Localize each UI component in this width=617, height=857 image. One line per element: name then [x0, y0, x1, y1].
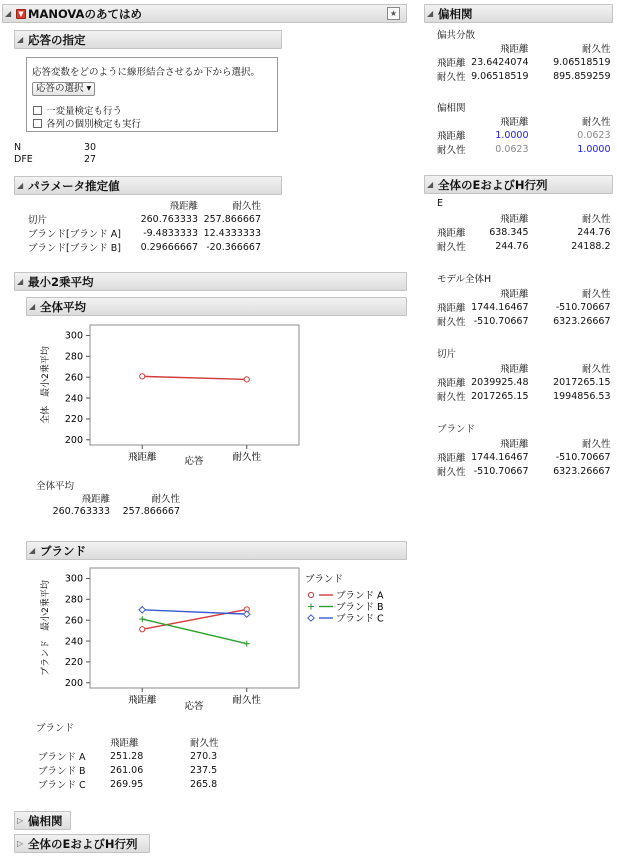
row-name: 耐久性 [437, 72, 466, 83]
overall-lsmeans-chart [30, 318, 310, 468]
value-cell: -9.4833333 [143, 227, 198, 239]
value-cell: 1744.16467 [471, 301, 529, 313]
brand-means-table [38, 735, 219, 791]
partial-corr-table [437, 114, 611, 156]
univariate-test-checkbox[interactable] [33, 103, 122, 117]
row-name: 耐久性 [437, 467, 466, 478]
data-point [140, 627, 145, 632]
overall-header[interactable] [26, 297, 407, 316]
row-name: 飛距離 [437, 303, 466, 314]
collapse-triangle-icon[interactable]: ◢ [29, 546, 36, 555]
term-cell: ブランド[ブランド A] [28, 229, 121, 240]
value-cell: 895.859259 [553, 70, 611, 82]
col-header: 耐久性 [582, 44, 611, 55]
term-cell: 切片 [28, 215, 48, 226]
x-tick-label: 飛距離 [127, 452, 157, 463]
checkbox-box[interactable] [33, 106, 42, 115]
y-tick-label: 300 [64, 330, 83, 342]
brand-header[interactable] [26, 541, 407, 560]
col-header: 飛距離 [169, 201, 198, 212]
expand-triangle-icon[interactable]: ▷ [17, 816, 24, 825]
value-cell: 24188.2 [571, 240, 611, 252]
param-estimates-table [28, 198, 261, 254]
checkbox-label: 一変量検定も行う [46, 106, 123, 117]
x-axis-label: 応答 [184, 701, 204, 711]
collapse-triangle-icon[interactable]: ◢ [427, 9, 434, 18]
value-cell: 261.06 [110, 764, 144, 776]
collapse-triangle-icon[interactable]: ◢ [5, 9, 12, 18]
lsmeans-title: 最小2乗平均 [28, 274, 94, 289]
y-tick-label: 200 [64, 678, 83, 690]
col-header: 耐久性 [582, 214, 611, 225]
y-tick-label: 200 [64, 435, 83, 447]
collapse-triangle-icon[interactable]: ◢ [427, 180, 434, 189]
expand-triangle-icon[interactable]: ▷ [17, 839, 24, 848]
value-cell: 270.3 [190, 750, 218, 762]
collapse-triangle-icon[interactable]: ◢ [29, 302, 36, 311]
row-name: 飛距離 [437, 453, 466, 464]
partial-corr-header[interactable] [424, 4, 613, 23]
legend-label: ブランド A [336, 590, 384, 602]
value-cell: 244.76 [577, 226, 611, 238]
stat-label: N [14, 141, 22, 153]
report-options-icon[interactable]: ★ [387, 7, 400, 20]
collapsed-title: 全体のEおよびH行列 [28, 836, 138, 851]
collapsed-title: 偏相関 [28, 813, 63, 828]
value-cell: 257.866667 [203, 213, 261, 225]
value-cell: 12.4333333 [203, 227, 261, 239]
stat-label: DFE [14, 154, 33, 166]
value-cell: 2017265.15 [471, 390, 529, 402]
value-cell: 1744.16467 [471, 451, 529, 463]
row-name: 耐久性 [437, 392, 466, 403]
partial-corr-title: 偏相関 [438, 6, 473, 21]
row-name: 耐久性 [437, 317, 466, 328]
manova-title: MANOVAのあてはめ [28, 6, 142, 21]
row-name: ブランド C [38, 780, 86, 791]
col-header: 飛距離 [500, 439, 529, 450]
value-cell: 260.763333 [140, 213, 198, 225]
y-tick-label: 240 [64, 636, 83, 648]
row-name: 飛距離 [437, 58, 466, 69]
checkbox-box[interactable] [33, 119, 42, 128]
plot-frame [90, 568, 299, 688]
col-header: 耐久性 [151, 494, 180, 505]
param-estimates-title: パラメータ推定値 [28, 178, 120, 193]
legend-label: ブランド B [336, 601, 384, 613]
value-cell: 237.5 [190, 764, 218, 776]
eh-block-title: 切片 [437, 349, 457, 360]
eh-block-table [437, 361, 611, 403]
value-cell: 265.8 [190, 778, 218, 790]
response-spec-header[interactable] [14, 30, 282, 49]
response-spec-title: 応答の指定 [28, 32, 86, 47]
stat-value: 27 [84, 154, 97, 166]
row-name: 飛距離 [437, 378, 466, 389]
x-axis-label: 応答 [184, 456, 204, 467]
col-header: 耐久性 [582, 364, 611, 375]
eh-block-title: E [437, 198, 444, 209]
y-tick-label: 220 [64, 414, 83, 426]
col-header: 飛距離 [500, 289, 529, 300]
y-tick-label: 280 [64, 351, 83, 363]
param-estimates-header[interactable] [14, 176, 282, 195]
col-header: 耐久性 [582, 439, 611, 450]
row-name: ブランド A [38, 752, 86, 763]
partial-cov-title: 偏共分散 [437, 30, 476, 41]
stat-value: 30 [84, 141, 97, 153]
value-cell: 244.76 [495, 240, 529, 252]
y-tick-label: 300 [64, 573, 83, 585]
eh-block-table [437, 286, 611, 328]
brand-lsmeans-chart [30, 561, 400, 711]
collapse-triangle-icon[interactable]: ◢ [17, 35, 24, 44]
value-cell: -510.70667 [555, 451, 611, 463]
row-name: ブランド B [38, 766, 86, 777]
value-cell: 2039925.48 [471, 376, 529, 388]
lsmeans-header[interactable] [14, 272, 407, 291]
value-cell: 257.866667 [122, 505, 180, 517]
value-cell: -510.70667 [555, 301, 611, 313]
value-cell: -510.70667 [473, 315, 529, 327]
value-cell: 9.06518519 [471, 70, 529, 82]
col-header: 飛距離 [500, 214, 529, 225]
collapse-triangle-icon[interactable]: ◢ [17, 277, 24, 286]
partial-corr-subtitle: 偏相関 [437, 103, 466, 114]
y-axis-label: ブランド 最小2乗平均 [41, 580, 51, 676]
overall-title: 全体平均 [40, 299, 86, 314]
red-triangle-menu-icon[interactable]: ▼ [16, 9, 26, 19]
col-header: 耐久性 [232, 201, 261, 212]
overall-means-table [50, 491, 180, 518]
value-cell: -510.70667 [473, 465, 529, 477]
value-cell: 9.06518519 [553, 56, 611, 68]
y-axis-label: 全体 最小2乗平均 [41, 346, 51, 424]
col-header: 飛距離 [500, 364, 529, 375]
value-cell: 1.0000 [577, 143, 611, 155]
value-cell: 260.763333 [52, 505, 110, 517]
value-cell: 0.0623 [495, 143, 529, 155]
data-point [140, 374, 145, 379]
x-tick-label: 耐久性 [232, 695, 262, 706]
collapse-triangle-icon[interactable]: ◢ [17, 181, 24, 190]
term-cell: ブランド[ブランド B] [28, 243, 121, 254]
legend-marker [308, 615, 314, 621]
summary-stats-table [14, 141, 96, 166]
value-cell: 1994856.53 [553, 390, 611, 402]
col-header: 耐久性 [582, 289, 611, 300]
brand-table-title: ブランド [36, 723, 75, 734]
y-tick-label: 240 [64, 393, 83, 405]
row-name: 耐久性 [437, 145, 466, 156]
x-tick-label: 飛距離 [127, 695, 157, 706]
col-header: 飛距離 [110, 738, 139, 749]
y-tick-label: 260 [64, 615, 83, 627]
manova-header[interactable] [2, 4, 407, 23]
data-point [244, 377, 249, 382]
legend-label: ブランド C [336, 613, 384, 625]
brand-title: ブランド [40, 543, 86, 558]
x-tick-label: 耐久性 [232, 452, 262, 463]
y-tick-label: 280 [64, 594, 83, 606]
col-header: 耐久性 [190, 738, 219, 749]
value-cell: 6323.26667 [553, 315, 611, 327]
row-name: 耐久性 [437, 242, 466, 253]
legend-marker [308, 592, 313, 597]
eh-matrix-collapsed-header[interactable] [14, 834, 150, 853]
checkbox-label: 各列の個別検定も実行 [46, 119, 142, 130]
eh-matrix-title: 全体のEおよびH行列 [438, 177, 548, 192]
row-name: 飛距離 [437, 131, 466, 142]
col-header: 飛距離 [81, 494, 110, 505]
partial-cov-table [437, 41, 611, 83]
value-cell: 6323.26667 [553, 465, 611, 477]
value-cell: 269.95 [110, 778, 144, 790]
response-spec-instruction: 応答変数をどのように線形結合させるか下から選択。 [32, 67, 261, 78]
col-header: 飛距離 [500, 44, 529, 55]
value-cell: 638.345 [489, 226, 529, 238]
overall-table-title: 全体平均 [36, 481, 75, 492]
value-cell: 0.0623 [577, 129, 611, 141]
eh-block-table [437, 436, 611, 478]
eh-block-table [437, 211, 611, 253]
plot-frame [90, 325, 299, 445]
legend-marker [308, 604, 314, 610]
response-select-dropdown[interactable]: 応答の選択 ▾ [32, 82, 95, 96]
y-tick-label: 220 [64, 657, 83, 669]
eh-block-title: モデル全体H [437, 274, 492, 285]
y-tick-label: 260 [64, 372, 83, 384]
value-cell: 251.28 [110, 750, 144, 762]
col-header: 耐久性 [582, 117, 611, 128]
partial-corr-collapsed-header[interactable] [14, 811, 71, 830]
col-header: 飛距離 [500, 117, 529, 128]
value-cell: 0.29666667 [140, 241, 198, 253]
value-cell: 23.6424074 [471, 56, 529, 68]
row-name: 飛距離 [437, 228, 466, 239]
value-cell: 2017265.15 [553, 376, 611, 388]
value-cell: 1.0000 [495, 129, 529, 141]
eh-matrix-header[interactable] [424, 175, 613, 194]
legend-title: ブランド [305, 574, 344, 585]
each-column-test-checkbox[interactable] [33, 116, 141, 130]
value-cell: -20.366667 [206, 241, 261, 253]
eh-block-title: ブランド [437, 424, 476, 435]
